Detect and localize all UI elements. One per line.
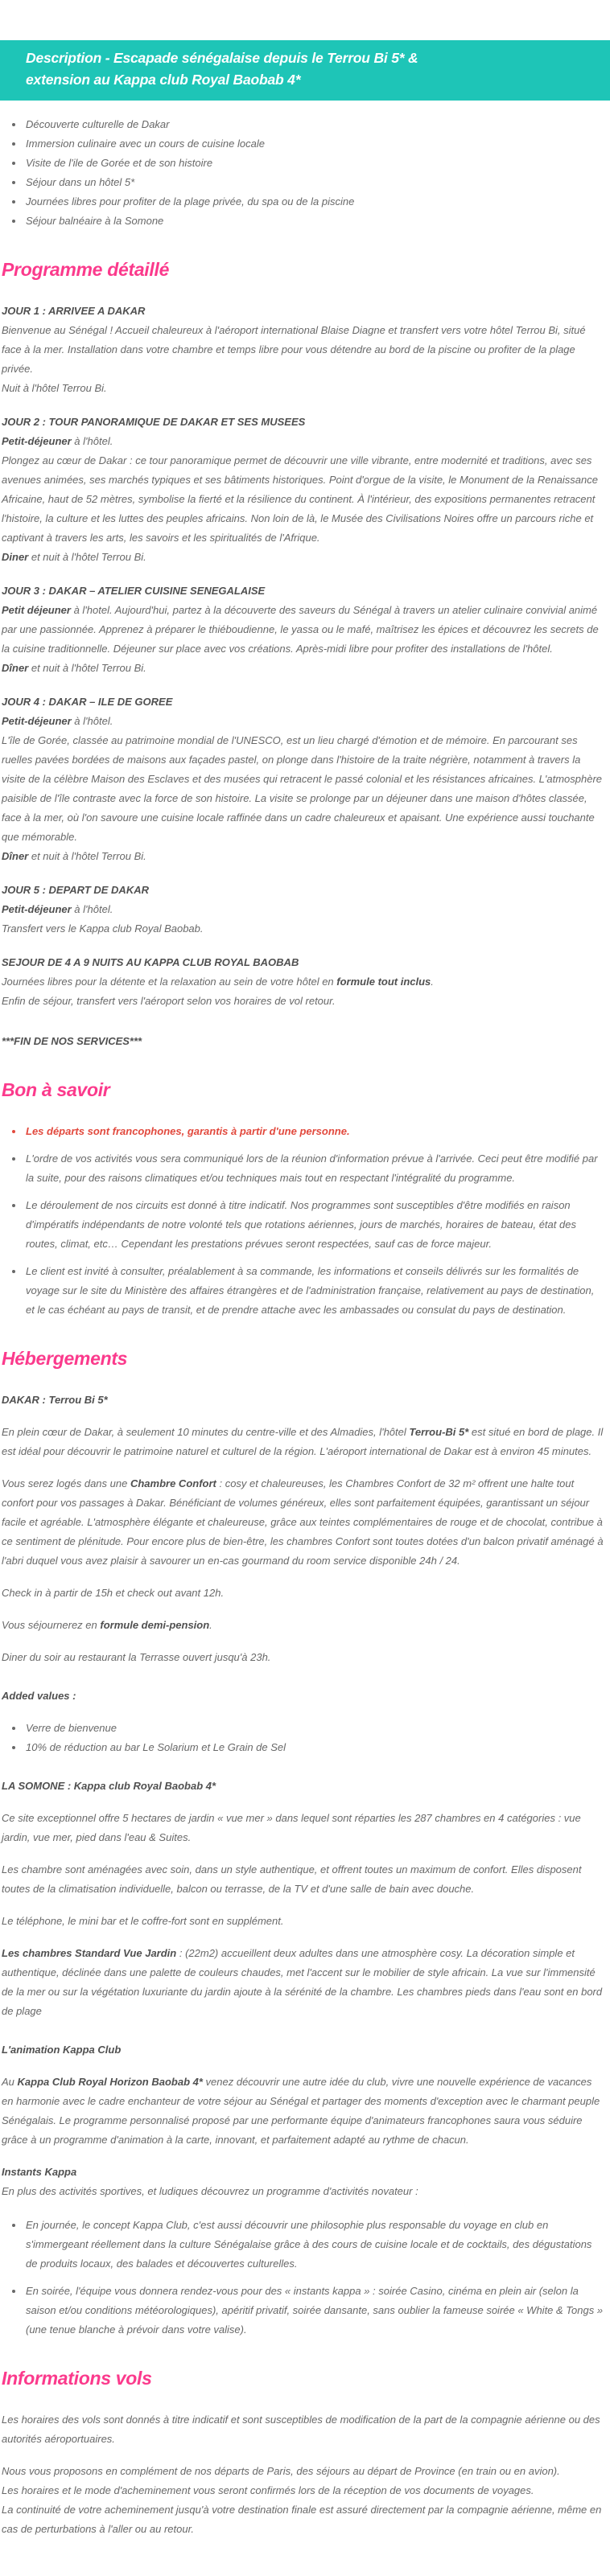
vols-schedule-paragraph: Les horaires des vols sont donnés à titre indicatif et sont susceptibles de modification de la part de la compagnie aérienne ou des autorités aéroportuaires.: [2, 2414, 600, 2445]
paragraph-text: En plein cœur de Dakar, à seulement 10 minutes du centre-ville et des Almadies, l'hôtel: [2, 1426, 410, 1438]
bon-a-savoir-section: [2, 1122, 604, 1320]
paragraph-bold-text: Terrou-Bi 5*: [409, 1426, 469, 1438]
line-bold-text: formule tout inclus: [336, 976, 431, 988]
line-text: .: [431, 976, 434, 988]
line-text: et nuit à l'hôtel Terrou Bi.: [28, 551, 146, 563]
sejour-title: SEJOUR DE 4 A 9 NUITS AU KAPPA CLUB ROYAL BAOBAB: [2, 956, 299, 968]
line-bold-text: Petit déjeuner: [2, 604, 71, 616]
programme-heading: Programme détaillé: [2, 259, 170, 280]
added-values-list: [2, 1719, 604, 1757]
vols-detail-line: La continuité de votre acheminement jusqu'à votre destination finale est assuré directement par la compagnie aérienne, même en cas de perturbations à l'aller ou au retour.: [2, 2504, 602, 2535]
jour-2-block: [2, 413, 604, 567]
line-bold-text: Petit-déjeuner: [2, 903, 72, 915]
line-text: et nuit à l'hôtel Terrou Bi.: [28, 662, 146, 674]
paragraph-bold-text: formule demi-pension: [100, 1619, 210, 1631]
paragraph-text: Vous serez logés dans une: [2, 1477, 130, 1489]
vols-detail-line: Nous vous proposons en complément de nos départs de Paris, des séjours au départ de Province (en train ou en avion).: [2, 2465, 560, 2477]
jour-line: [2, 321, 604, 379]
line-bold-text: Dîner: [2, 662, 29, 674]
somone-site-paragraph: Ce site exceptionnel offre 5 hectares de jardin « vue mer » dans lequel sont réparties les 287 chambres en 4 catégories : vue jardin, vue mer, pied dans l'eau & Suites.: [2, 1812, 581, 1843]
vols-details-block: [2, 2462, 604, 2539]
jour-line: [2, 731, 604, 847]
line-text: à l'hotel. Aujourd'hui, partez à la découverte des saveurs du Sénégal à travers un atelier culinaire convivial animé par une passionnée. Apprenez à préparer le thiéboudienne, le yassa ou le mafé, maîtrisez les épices et découvrez les secrets de la cuisine traditionnelle. Déjeuner sur place avec vos créations. Après-midi libre pour profiter des installations de l'hôtel.: [2, 604, 599, 655]
jour-3-block: [2, 581, 604, 678]
hebergements-section: [2, 1391, 604, 2340]
line-text: à l'hôtel.: [71, 903, 113, 915]
line-bold-text: Diner: [2, 551, 29, 563]
paragraph-bold-text: Kappa Club Royal Horizon Baobab 4*: [17, 2076, 203, 2088]
paragraph-text: : cosy et chaleureuses, les Chambres Confort de 32 m² offrent une halte tout confort pour vos passages à Dakar. Bénéficiant de volumes généreux, elles sont parfaitement équipées, garantissant un séjour facile et agréable. L'atmosphère élégante et chaleureuse, grâce aux teintes complémentaires de rouge et de chocolat, contribue à ce sentiment de plénitude. Pour encore plus de bien-être, les chambres Confort sont toutes dotées d'un balcon privatif aménagé à l'abri duquel vous avez plaisir à savourer un en-cas gourmand du room service disponible 24h / 24.: [2, 1477, 604, 1567]
highlight-item: • Séjour dans un hôtel 5*: [24, 173, 604, 192]
line-text: Journées libres pour la détente et la relaxation au sein de votre hôtel en: [2, 976, 337, 988]
paragraph-text: Au: [2, 2076, 18, 2088]
dakar-hotel-title: DAKAR : Terrou Bi 5*: [2, 1394, 108, 1406]
paragraph-bold-text: Chambre Confort: [130, 1477, 216, 1489]
informations-vols-section: [2, 2410, 604, 2539]
line-bold-text: Petit-déjeuner: [2, 715, 72, 727]
paragraph-text: est situé en bord de plage. Il est idéal pour découvrir le patrimoine naturel et culturel de la région. L'aéroport international de Dakar est à environ 45 minutes.: [2, 1426, 604, 1457]
instants-kappa-list: [2, 2216, 604, 2340]
jour-line: [2, 900, 604, 919]
description-content: [0, 115, 610, 2576]
line-text: L'île de Gorée, classée au patrimoine mondial de l'UNESCO, est un lieu chargé d'émotion et de mémoire. En parcourant ses ruelles pavées bordées de maisons aux façades pastel, on plonge dans l'histoire de la traite négrière, notamment à travers la visite de la célèbre Maison des Esclaves et des musées qui retracent le passé colonial et les résistances africaines. L'atmosphère paisible de l'île contraste avec la force de son histoire. La visite se prolonge par un déjeuner dans une maison d'hôtes classée, face à la mer, où l'on savoure une cuisine locale raffinée dans un cadre chaleureux et apaisant. Une expérience aussi touchante que mémorable.: [2, 734, 603, 843]
paragraph-text: : (22m2) accueillent deux adultes dans une atmosphère cosy. La décoration simple et authentique, déclinée dans une palette de couleurs chaudes, met l'accent sur le mobilier de style africain. La vue sur l'immensité de la mer ou sur la végétation luxuriante du jardin ajoute à la sérénité de la chambre. Les chambres pieds dans l'eau sont en bord de plage: [2, 1947, 603, 2017]
jour-title: JOUR 3 : DAKAR – ATELIER CUISINE SENEGALAISE: [2, 585, 266, 597]
page-title: Description - Escapade sénégalaise depuis le Terrou Bi 5* & extension au Kappa club Royal Baobab 4*: [26, 50, 418, 88]
animation-paragraph: [2, 2073, 604, 2150]
somone-supplement-paragraph: Le téléphone, le mini bar et le coffre-fort sont en supplément.: [2, 1915, 284, 1927]
dakar-room-paragraph: [2, 1474, 604, 1571]
end-of-services-note: ***FIN DE NOS SERVICES***: [2, 1035, 142, 1047]
programme-section: [2, 302, 604, 1051]
sejour-block: [2, 953, 604, 1011]
hebergements-heading: Hébergements: [2, 1348, 128, 1369]
top-spacer: [0, 0, 610, 40]
line-text: Bienvenue au Sénégal ! Accueil chaleureux à l'aéroport international Blaise Diagne et transfert vers votre hôtel Terrou Bi, situé face à la mer. Installation dans votre chambre et temps libre pour vous détendre au bord de la piscine ou profiter de la plage privée.: [2, 324, 586, 375]
jour-line: [2, 847, 604, 866]
jour-title: JOUR 2 : TOUR PANORAMIQUE DE DAKAR ET SES MUSEES: [2, 416, 306, 428]
paragraph-text: Vous séjournerez en: [2, 1619, 101, 1631]
jour-line: [2, 601, 604, 659]
sejour-line: [2, 972, 604, 992]
jour-title: JOUR 1 : ARRIVEE A DAKAR: [2, 305, 146, 317]
somone-standard-room-paragraph: [2, 1944, 604, 2021]
note-item: • Le client est invité à consulter, préalablement à sa commande, les informations et conseils délivrés sur les formalités de voyage sur le site du Ministère des affaires étrangères et de l'administration française, relativement au pays de destination, et le cas échéant au pays de transit, et de prendre attache avec les ambassades ou consulat du pays de destination.: [24, 1262, 604, 1320]
checkin-paragraph: Check in à partir de 15h et check out avant 12h.: [2, 1587, 225, 1599]
added-value-item: • Verre de bienvenue: [24, 1719, 604, 1738]
line-text: Transfert vers le Kappa club Royal Baobab.: [2, 922, 204, 935]
jour-title: JOUR 4 : DAKAR – ILE DE GOREE: [2, 696, 173, 708]
dinner-paragraph: Diner du soir au restaurant la Terrasse ouvert jusqu'à 23h.: [2, 1651, 271, 1663]
jour-line: [2, 659, 604, 678]
jour-4-block: [2, 692, 604, 866]
jour-5-block: [2, 881, 604, 939]
paragraph-text: venez découvrir une autre idée du club, vivre une nouvelle expérience de vacances en harmonie avec le cadre enchanteur de votre séjour au Sénégal et partager des moments d'exception avec le charmant peuple Sénégalais. Le programme personnalisé proposé par une performante équipe d'animateurs francophones saura vous séduire grâce à un programme d'animation à la carte, innovant, et parfaitement adapté au rythme de chacun.: [2, 2076, 600, 2146]
jour-1-block: [2, 302, 604, 398]
line-text: et nuit à l'hôtel Terrou Bi.: [28, 850, 146, 862]
paragraph-text: .: [209, 1619, 212, 1631]
highlights-list: [2, 115, 604, 231]
note-item: • L'ordre de vos activités vous sera communiqué lors de la réunion d'information prévue à l'arrivée. Ceci peut être modifié par la suite, pour des raisons climatiques et/ou techniques mais tout en respectant l'intégralité du programme.: [24, 1149, 604, 1188]
highlight-item: • Immersion culinaire avec un cours de cuisine locale: [24, 134, 604, 154]
added-values-label: Added values :: [2, 1690, 76, 1702]
line-text: Enfin de séjour, transfert vers l'aéroport selon vos horaires de vol retour.: [2, 995, 336, 1007]
line-bold-text: Petit-déjeuner: [2, 435, 72, 447]
highlight-item: • Découverte culturelle de Dakar: [24, 115, 604, 134]
instants-kappa-intro: En plus des activités sportives, et ludiques découvrez un programme d'activités novateur :: [2, 2185, 418, 2197]
paragraph-bold-text: Les chambres Standard Vue Jardin: [2, 1947, 177, 1959]
board-paragraph: [2, 1616, 604, 1635]
jour-line: [2, 712, 604, 731]
line-text: à l'hôtel.: [71, 435, 113, 447]
jour-line: [2, 548, 604, 567]
instants-kappa-block: [2, 2163, 604, 2201]
jour-line: [2, 451, 604, 548]
added-value-item: • 10% de réduction au bar Le Solarium et Le Grain de Sel: [24, 1738, 604, 1757]
instants-kappa-item: • En journée, le concept Kappa Club, c'est aussi découvrir une philosophie plus responsable du voyage en club en s'immergeant réellement dans la culture Sénégalaise grâce à des cours de cuisine locale et de cocktails, des dégustations de produits locaux, des balades et découvertes culturelles.: [24, 2216, 604, 2274]
sejour-line: [2, 992, 604, 1011]
vols-detail-line: Les horaires et le mode d'acheminement vous seront confirmés lors de la réception de vos documents de voyages.: [2, 2484, 534, 2496]
line-text: Plongez au cœur de Dakar : ce tour panoramique permet de découvrir une ville vibrante, entre modernité et traditions, avec ses avenues animées, ses marchés typiques et ses bâtiments historiques. Point d'orgue de la visite, le Monument de la Renaissance Africaine, haut de 52 mètres, symbolise la fierté et la résilience du continent. À l'intérieur, des expositions permanentes retracent l'histoire, la culture et les luttes des peuples africains. Non loin de là, le Musée des Civilisations Noires offre un parcours riche et captivant à travers les arts, les savoirs et les spiritualités de l'Afrique.: [2, 454, 598, 544]
informations-vols-heading: Informations vols: [2, 2368, 152, 2389]
animation-title: L'animation Kappa Club: [2, 2044, 122, 2056]
somone-hotel-title: LA SOMONE : Kappa club Royal Baobab 4*: [2, 1780, 216, 1792]
jour-line: [2, 379, 604, 398]
jour-title: JOUR 5 : DEPART DE DAKAR: [2, 884, 149, 896]
note-item: • Le déroulement de nos circuits est donné à titre indicatif. Nos programmes sont susceptibles d'être modifiés en raison d'impératifs indépendants de notre volonté tels que rotations aériennes, jours de marchés, horaires de bateau, état des routes, climat, etc… Cependant les prestations prévues seront respectées, sauf cas de force majeur.: [24, 1196, 604, 1254]
instants-kappa-item: • En soirée, l'équipe vous donnera rendez-vous pour des « instants kappa » : soirée Casino, cinéma en plein air (selon la saison et/ou conditions météorologiques), apéritif privatif, soirée dansante, sans oublier la fameuse soirée « White & Tongs » (une tenue blanche à prévoir dans votre valise).: [24, 2282, 604, 2340]
dakar-intro-paragraph: [2, 1423, 604, 1461]
jour-line: [2, 919, 604, 939]
notes-list: [2, 1122, 604, 1320]
line-text: Nuit à l'hôtel Terrou Bi.: [2, 382, 107, 394]
note-item-red: • Les départs sont francophones, garantis à partir d'une personne.: [24, 1122, 604, 1141]
highlight-item: • Séjour balnéaire à la Somone: [24, 212, 604, 231]
line-text: à l'hôtel.: [71, 715, 113, 727]
line-bold-text: Dîner: [2, 850, 29, 862]
somone-rooms-paragraph: Les chambre sont aménagées avec soin, dans un style authentique, et offrent toutes un maximum de confort. Elles disposent toutes de la climatisation individuelle, balcon ou terrasse, de la TV et d'une salle de bain avec douche.: [2, 1863, 582, 1895]
jour-line: [2, 432, 604, 451]
instants-kappa-title: Instants Kappa: [2, 2166, 77, 2178]
description-banner: [0, 40, 610, 101]
highlight-item: • Journées libres pour profiter de la plage privée, du spa ou de la piscine: [24, 192, 604, 212]
highlight-item: • Visite de l'ile de Gorée et de son histoire: [24, 154, 604, 173]
bon-a-savoir-heading: Bon à savoir: [2, 1079, 110, 1100]
